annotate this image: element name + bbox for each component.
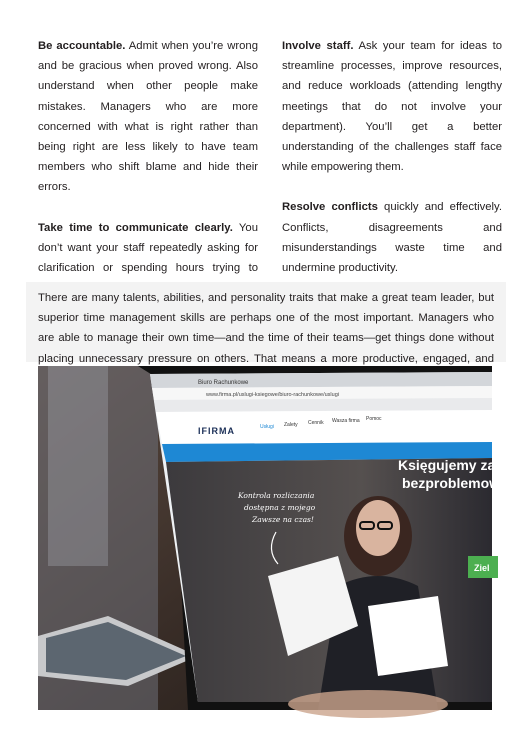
tip-body: Ask your team for ideas to streamline processes, improve resources, and reduce workloads (attending lengthy meetings that do not involve your department). You’ll get a better understanding of the challenges staff face while empowering them. — [282, 40, 502, 174]
site-cta: Ziel — [474, 563, 490, 573]
browser-tab-title: Biuro Rachunkowe — [198, 380, 249, 386]
site-nav-2: Zalety — [284, 422, 298, 428]
tip-heading: Involve staff. — [282, 40, 354, 52]
handwritten-note-1: Kontrola rozliczania — [238, 491, 315, 500]
tip-resolve-conflicts — [282, 197, 502, 278]
tip-accountable — [38, 36, 258, 198]
laptop-photo — [38, 366, 510, 710]
handwritten-note-3: Zawsze na czas! — [252, 515, 314, 524]
photo-illustration — [38, 366, 510, 710]
tip-heading: Take time to communicate clearly. — [38, 221, 233, 234]
browser-url: www.firma.pl/uslugi-ksiegowe/biuro-rachunkowe/uslugi — [206, 392, 339, 398]
tip-body: quickly and effectively. Conflicts, disagreements and misunderstandings waste time and undermine productivity. — [282, 201, 503, 275]
site-nav-3: Cennik — [308, 420, 324, 426]
tip-heading: Be accountable. — [38, 40, 126, 52]
tip-body: You don’t want your staff repeatedly asking for clarification or spending hours trying to — [38, 221, 258, 275]
site-nav-4: Wasza firma — [332, 418, 360, 424]
tip-body: Admit when you’re wrong and be gracious when proved wrong. Also understand when other people make mistakes. Managers who are more concerned with what is right rather than being right are less likely to have team members who shift blame and hide their errors. — [38, 40, 258, 194]
site-headline-2: bezproblemowe — [402, 475, 508, 491]
summary-text: There are many talents, abilities, and personality traits that make a great team leader, but superior time management skills are perhaps one of the most important. Managers who are able to manage their own time—and the time of their teams—get things done without placing unnecessary pressure on others. That means a more productive, engaged, and — [38, 292, 494, 365]
site-nav-1: Usługi — [260, 424, 274, 430]
handwritten-note-2: dostępna z mojego — [244, 503, 316, 512]
tip-involve-staff — [282, 36, 502, 177]
summary-box — [26, 282, 506, 365]
site-headline-1: Księgujemy za C — [398, 457, 510, 473]
site-nav-5: Pomoc — [366, 416, 382, 422]
site-logo: IFIRMA — [198, 426, 235, 436]
right-column — [282, 36, 502, 278]
tip-heading: Resolve conflicts — [282, 201, 378, 214]
